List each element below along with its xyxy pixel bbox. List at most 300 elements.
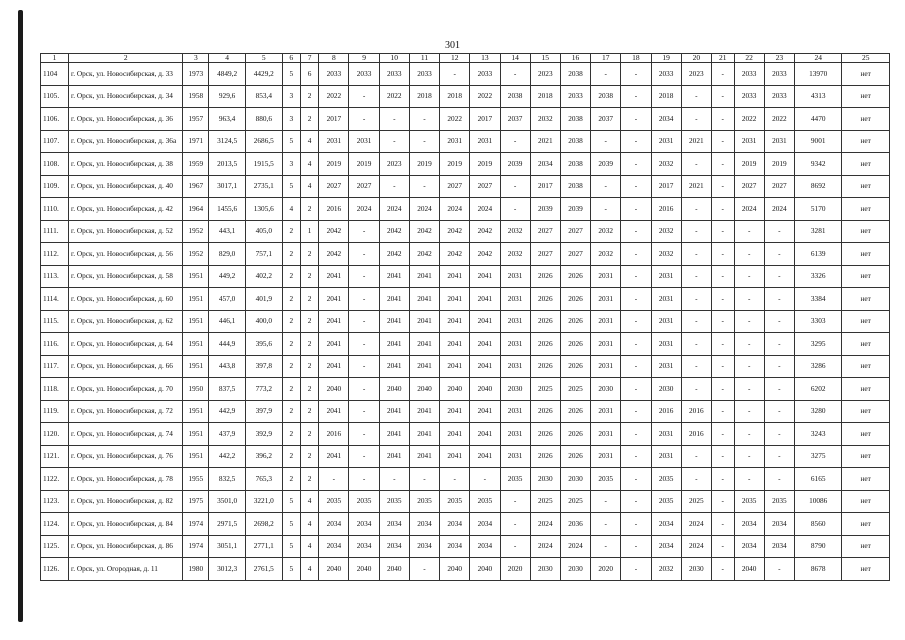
column-header: 10 bbox=[379, 54, 409, 63]
table-cell: 2032 bbox=[651, 558, 681, 581]
column-header: 25 bbox=[842, 54, 890, 63]
table-row bbox=[41, 198, 890, 221]
table-cell: - bbox=[734, 310, 764, 333]
table-cell: 1951 bbox=[183, 288, 209, 311]
table-cell: - bbox=[349, 468, 379, 491]
table-cell: 2040 bbox=[379, 378, 409, 401]
table-cell: 2026 bbox=[530, 265, 560, 288]
table-cell: 5 bbox=[282, 130, 300, 153]
table-cell: 1971 bbox=[183, 130, 209, 153]
table-cell: 2042 bbox=[319, 243, 349, 266]
table-cell: - bbox=[349, 378, 379, 401]
table-cell: 5 bbox=[282, 175, 300, 198]
table-cell: - bbox=[681, 220, 711, 243]
table-cell: 1957 bbox=[183, 108, 209, 131]
address-cell: г. Орск, ул. Новосибирская, д. 38 bbox=[69, 153, 183, 176]
table-cell: 2040 bbox=[319, 378, 349, 401]
column-header: 5 bbox=[245, 54, 282, 63]
table-cell: 2037 bbox=[500, 108, 530, 131]
table-cell: - bbox=[764, 558, 794, 581]
table-cell: 2030 bbox=[500, 378, 530, 401]
table-row bbox=[41, 490, 890, 513]
table-cell: - bbox=[621, 175, 651, 198]
table-cell: 2 bbox=[282, 333, 300, 356]
table-cell: 2022 bbox=[379, 85, 409, 108]
table-cell: 2041 bbox=[470, 400, 500, 423]
table-cell: 2 bbox=[300, 445, 318, 468]
table-cell: 765,3 bbox=[245, 468, 282, 491]
column-header: 7 bbox=[300, 54, 318, 63]
table-cell: 2041 bbox=[379, 265, 409, 288]
row-number-cell: 1115. bbox=[41, 310, 69, 333]
address-cell: г. Орск, ул. Новосибирская, д. 36 bbox=[69, 108, 183, 131]
table-cell: - bbox=[711, 153, 734, 176]
table-cell: нет bbox=[842, 288, 890, 311]
table-cell: - bbox=[711, 355, 734, 378]
table-cell: - bbox=[470, 468, 500, 491]
table-cell: - bbox=[409, 175, 439, 198]
table-cell: - bbox=[711, 423, 734, 446]
table-cell: 2035 bbox=[764, 490, 794, 513]
table-cell: 2022 bbox=[440, 108, 470, 131]
table-row bbox=[41, 63, 890, 86]
table-cell: 2039 bbox=[500, 153, 530, 176]
address-cell: г. Орск, ул. Новосибирская, д. 40 bbox=[69, 175, 183, 198]
table-cell: - bbox=[621, 63, 651, 86]
table-cell: 2024 bbox=[530, 513, 560, 536]
table-cell: 2042 bbox=[440, 220, 470, 243]
table-cell: 2 bbox=[300, 423, 318, 446]
table-cell: 2019 bbox=[470, 153, 500, 176]
table-cell: 2017 bbox=[470, 108, 500, 131]
table-cell: - bbox=[621, 468, 651, 491]
table-cell: - bbox=[621, 108, 651, 131]
table-cell: 2031 bbox=[500, 310, 530, 333]
table-cell: 2 bbox=[282, 265, 300, 288]
row-number-cell: 1105. bbox=[41, 85, 69, 108]
column-header: 6 bbox=[282, 54, 300, 63]
table-cell: - bbox=[591, 63, 621, 86]
table-cell: - bbox=[711, 513, 734, 536]
table-cell: 2031 bbox=[651, 288, 681, 311]
table-cell: 2971,5 bbox=[209, 513, 246, 536]
table-cell: 2040 bbox=[440, 558, 470, 581]
table-cell: 2041 bbox=[440, 423, 470, 446]
row-number-cell: 1112. bbox=[41, 243, 69, 266]
table-cell: - bbox=[621, 445, 651, 468]
table-cell: 2019 bbox=[319, 153, 349, 176]
table-cell: 10086 bbox=[794, 490, 841, 513]
table-cell: 2038 bbox=[500, 85, 530, 108]
table-cell: 2022 bbox=[734, 108, 764, 131]
table-cell: 2041 bbox=[409, 400, 439, 423]
table-cell: 4 bbox=[300, 490, 318, 513]
table-cell: нет bbox=[842, 423, 890, 446]
table-cell: 401,9 bbox=[245, 288, 282, 311]
table-cell: 2019 bbox=[440, 153, 470, 176]
table-cell: - bbox=[349, 288, 379, 311]
table-cell: - bbox=[591, 535, 621, 558]
table-cell: 2030 bbox=[651, 378, 681, 401]
row-number-cell: 1111. bbox=[41, 220, 69, 243]
table-cell: 2031 bbox=[349, 130, 379, 153]
table-cell: 2041 bbox=[470, 333, 500, 356]
table-cell: 4 bbox=[300, 558, 318, 581]
row-number-cell: 1106. bbox=[41, 108, 69, 131]
table-cell: - bbox=[681, 310, 711, 333]
table-cell: 13970 bbox=[794, 63, 841, 86]
table-cell: - bbox=[591, 130, 621, 153]
row-number-cell: 1104 bbox=[41, 63, 69, 86]
binding-edge-bar bbox=[18, 10, 23, 622]
table-cell: 3295 bbox=[794, 333, 841, 356]
table-cell: 2042 bbox=[379, 220, 409, 243]
table-cell: 442,2 bbox=[209, 445, 246, 468]
table-cell: 2041 bbox=[440, 355, 470, 378]
table-cell: - bbox=[621, 85, 651, 108]
row-number-cell: 1117. bbox=[41, 355, 69, 378]
table-cell: 2034 bbox=[319, 535, 349, 558]
address-cell: г. Орск, ул. Новосибирская, д. 58 bbox=[69, 265, 183, 288]
address-cell: г. Орск, ул. Новосибирская, д. 66 bbox=[69, 355, 183, 378]
table-cell: 2032 bbox=[651, 243, 681, 266]
table-cell: 2024 bbox=[681, 535, 711, 558]
table-cell: нет bbox=[842, 333, 890, 356]
table-cell: 2020 bbox=[500, 558, 530, 581]
table-cell: 2026 bbox=[530, 355, 560, 378]
table-cell: 2035 bbox=[440, 490, 470, 513]
column-header: 22 bbox=[734, 54, 764, 63]
table-cell: 2041 bbox=[470, 355, 500, 378]
table-cell: 2 bbox=[300, 265, 318, 288]
table-cell: 3124,5 bbox=[209, 130, 246, 153]
table-cell: 2016 bbox=[681, 423, 711, 446]
table-cell: 2 bbox=[282, 378, 300, 401]
table-cell: 2040 bbox=[440, 378, 470, 401]
table-cell: 2027 bbox=[470, 175, 500, 198]
table-cell: 2033 bbox=[319, 63, 349, 86]
table-cell: 2034 bbox=[470, 513, 500, 536]
table-cell: 1951 bbox=[183, 310, 209, 333]
table-cell: 5 bbox=[282, 535, 300, 558]
table-cell: 2033 bbox=[764, 63, 794, 86]
table-cell: 2 bbox=[300, 198, 318, 221]
table-cell: - bbox=[711, 198, 734, 221]
table-cell: 1455,6 bbox=[209, 198, 246, 221]
table-cell: нет bbox=[842, 535, 890, 558]
table-cell: 2035 bbox=[409, 490, 439, 513]
table-cell: 2041 bbox=[440, 400, 470, 423]
table-cell: 2041 bbox=[379, 288, 409, 311]
table-row bbox=[41, 153, 890, 176]
row-number-cell: 1116. bbox=[41, 333, 69, 356]
table-cell: - bbox=[621, 355, 651, 378]
table-cell: 2 bbox=[282, 423, 300, 446]
table-cell: 2 bbox=[300, 468, 318, 491]
table-cell: 2038 bbox=[591, 85, 621, 108]
table-cell: 2031 bbox=[591, 423, 621, 446]
table-cell: 2018 bbox=[651, 85, 681, 108]
table-cell: нет bbox=[842, 445, 890, 468]
table-cell: 2020 bbox=[591, 558, 621, 581]
table-cell: 2026 bbox=[560, 445, 590, 468]
table-cell: - bbox=[621, 400, 651, 423]
table-cell: 2033 bbox=[764, 85, 794, 108]
table-cell: - bbox=[681, 198, 711, 221]
table-cell: - bbox=[621, 378, 651, 401]
address-cell: г. Орск, ул. Новосибирская, д. 56 bbox=[69, 243, 183, 266]
table-cell: 6165 bbox=[794, 468, 841, 491]
table-cell: - bbox=[349, 333, 379, 356]
table-cell: - bbox=[734, 445, 764, 468]
table-cell: - bbox=[349, 310, 379, 333]
table-cell: 3275 bbox=[794, 445, 841, 468]
table-cell: нет bbox=[842, 63, 890, 86]
table-cell: 2026 bbox=[560, 423, 590, 446]
column-header: 20 bbox=[681, 54, 711, 63]
table-cell: - bbox=[500, 490, 530, 513]
table-cell: - bbox=[591, 175, 621, 198]
table-cell: 2031 bbox=[591, 333, 621, 356]
table-cell: 1951 bbox=[183, 423, 209, 446]
table-cell: 2035 bbox=[651, 490, 681, 513]
table-cell: 2017 bbox=[530, 175, 560, 198]
table-cell: 8678 bbox=[794, 558, 841, 581]
table-cell: 2040 bbox=[470, 558, 500, 581]
table-cell: 3280 bbox=[794, 400, 841, 423]
table-cell: - bbox=[379, 130, 409, 153]
row-number-cell: 1122. bbox=[41, 468, 69, 491]
table-cell: - bbox=[621, 220, 651, 243]
column-header: 17 bbox=[591, 54, 621, 63]
table-row bbox=[41, 355, 890, 378]
table-cell: 2026 bbox=[530, 423, 560, 446]
table-cell: 1 bbox=[300, 220, 318, 243]
table-cell: 2026 bbox=[530, 400, 560, 423]
table-cell: 2031 bbox=[500, 400, 530, 423]
row-number-cell: 1126. bbox=[41, 558, 69, 581]
table-cell: 2039 bbox=[591, 153, 621, 176]
table-cell: 2761,5 bbox=[245, 558, 282, 581]
table-cell: 2686,5 bbox=[245, 130, 282, 153]
table-cell: 2033 bbox=[734, 63, 764, 86]
table-cell: 2016 bbox=[319, 423, 349, 446]
address-cell: г. Орск, ул. Новосибирская, д. 42 bbox=[69, 198, 183, 221]
table-cell: 2033 bbox=[379, 63, 409, 86]
table-cell: 1951 bbox=[183, 400, 209, 423]
table-cell: 2032 bbox=[500, 243, 530, 266]
table-cell: 2024 bbox=[681, 513, 711, 536]
table-cell: 2026 bbox=[530, 445, 560, 468]
table-cell: 2034 bbox=[651, 108, 681, 131]
table-cell: 2030 bbox=[681, 558, 711, 581]
table-cell: 1980 bbox=[183, 558, 209, 581]
column-header: 19 bbox=[651, 54, 681, 63]
table-cell: 2019 bbox=[734, 153, 764, 176]
table-cell: 2031 bbox=[319, 130, 349, 153]
table-cell: 2031 bbox=[651, 130, 681, 153]
table-cell: - bbox=[764, 243, 794, 266]
table-cell: 8692 bbox=[794, 175, 841, 198]
table-cell: - bbox=[681, 153, 711, 176]
table-row bbox=[41, 423, 890, 446]
table-cell: 837,5 bbox=[209, 378, 246, 401]
table-cell: 963,4 bbox=[209, 108, 246, 131]
table-cell: 2 bbox=[282, 310, 300, 333]
table-cell: 2 bbox=[282, 355, 300, 378]
table-cell: 2041 bbox=[409, 355, 439, 378]
table-cell: 2024 bbox=[560, 535, 590, 558]
table-cell: 2033 bbox=[349, 63, 379, 86]
table-cell: нет bbox=[842, 130, 890, 153]
table-row bbox=[41, 445, 890, 468]
table-cell: 3281 bbox=[794, 220, 841, 243]
table-cell: 3012,3 bbox=[209, 558, 246, 581]
table-cell: 2041 bbox=[319, 265, 349, 288]
table-cell: 2039 bbox=[560, 198, 590, 221]
table-cell: 2030 bbox=[591, 378, 621, 401]
table-cell: - bbox=[711, 490, 734, 513]
table-cell: - bbox=[500, 175, 530, 198]
table-cell: 2027 bbox=[530, 220, 560, 243]
table-cell: 2013,5 bbox=[209, 153, 246, 176]
table-cell: нет bbox=[842, 378, 890, 401]
table-cell: - bbox=[711, 310, 734, 333]
table-cell: - bbox=[409, 108, 439, 131]
table-cell: 2027 bbox=[560, 220, 590, 243]
table-cell: 2698,2 bbox=[245, 513, 282, 536]
table-cell: 2027 bbox=[319, 175, 349, 198]
table-cell: 2031 bbox=[651, 333, 681, 356]
table-cell: 9001 bbox=[794, 130, 841, 153]
table-cell: 929,6 bbox=[209, 85, 246, 108]
table-cell: - bbox=[711, 85, 734, 108]
table-cell: - bbox=[621, 130, 651, 153]
table-cell: - bbox=[734, 355, 764, 378]
table-cell: - bbox=[711, 265, 734, 288]
table-cell: 2041 bbox=[409, 310, 439, 333]
table-row bbox=[41, 535, 890, 558]
table-cell: 2033 bbox=[651, 63, 681, 86]
table-cell: - bbox=[591, 490, 621, 513]
table-cell: 2026 bbox=[560, 400, 590, 423]
table-cell: 2034 bbox=[734, 513, 764, 536]
table-cell: - bbox=[711, 220, 734, 243]
table-cell: 2041 bbox=[470, 288, 500, 311]
table-cell: 2031 bbox=[651, 423, 681, 446]
table-cell: 2031 bbox=[500, 445, 530, 468]
table-cell: 2034 bbox=[440, 535, 470, 558]
table-cell: - bbox=[621, 288, 651, 311]
row-number-cell: 1119. bbox=[41, 400, 69, 423]
table-cell: 2040 bbox=[734, 558, 764, 581]
table-cell: - bbox=[409, 558, 439, 581]
table-row bbox=[41, 513, 890, 536]
table-cell: - bbox=[349, 243, 379, 266]
table-cell: - bbox=[764, 333, 794, 356]
table-cell: 2027 bbox=[349, 175, 379, 198]
table-row bbox=[41, 130, 890, 153]
table-cell: нет bbox=[842, 490, 890, 513]
table-cell: 2042 bbox=[470, 243, 500, 266]
table-cell: 2038 bbox=[560, 108, 590, 131]
table-cell: 2041 bbox=[319, 310, 349, 333]
table-cell: 2025 bbox=[530, 378, 560, 401]
column-header: 21 bbox=[711, 54, 734, 63]
table-cell: - bbox=[711, 130, 734, 153]
table-row bbox=[41, 400, 890, 423]
table-cell: 2030 bbox=[530, 558, 560, 581]
table-cell: 2038 bbox=[560, 63, 590, 86]
table-cell: 8560 bbox=[794, 513, 841, 536]
table-cell: 1951 bbox=[183, 265, 209, 288]
table-row bbox=[41, 243, 890, 266]
table-cell: 2026 bbox=[560, 310, 590, 333]
table-cell: 1955 bbox=[183, 468, 209, 491]
table-cell: - bbox=[681, 243, 711, 266]
table-cell: - bbox=[734, 468, 764, 491]
table-cell: нет bbox=[842, 558, 890, 581]
table-cell: 395,6 bbox=[245, 333, 282, 356]
table-cell: 4 bbox=[300, 513, 318, 536]
table-cell: 2034 bbox=[349, 535, 379, 558]
table-cell: 2034 bbox=[734, 535, 764, 558]
table-cell: 1974 bbox=[183, 535, 209, 558]
table-cell: 2038 bbox=[560, 153, 590, 176]
table-cell: 2039 bbox=[530, 198, 560, 221]
column-header: 11 bbox=[409, 54, 439, 63]
table-cell: 2034 bbox=[764, 535, 794, 558]
table-cell: 2031 bbox=[440, 130, 470, 153]
table-cell: 1964 bbox=[183, 198, 209, 221]
table-cell: 2041 bbox=[470, 423, 500, 446]
table-cell: 2026 bbox=[560, 333, 590, 356]
table-cell: 8790 bbox=[794, 535, 841, 558]
table-cell: 2016 bbox=[651, 400, 681, 423]
table-cell: 2034 bbox=[651, 513, 681, 536]
table-cell: 2042 bbox=[319, 220, 349, 243]
table-cell: 2 bbox=[300, 378, 318, 401]
table-cell: 773,2 bbox=[245, 378, 282, 401]
table-cell: 2041 bbox=[440, 265, 470, 288]
column-header: 23 bbox=[764, 54, 794, 63]
table-cell: 4429,2 bbox=[245, 63, 282, 86]
table-cell: - bbox=[734, 220, 764, 243]
table-cell: 2032 bbox=[651, 153, 681, 176]
table-cell: 2026 bbox=[560, 355, 590, 378]
table-cell: 2034 bbox=[409, 535, 439, 558]
table-cell: - bbox=[681, 108, 711, 131]
table-cell: 757,1 bbox=[245, 243, 282, 266]
table-cell: 2041 bbox=[379, 333, 409, 356]
table-cell: 2031 bbox=[470, 130, 500, 153]
table-cell: - bbox=[440, 63, 470, 86]
table-cell: 832,5 bbox=[209, 468, 246, 491]
address-cell: г. Орск, ул. Новосибирская, д. 76 bbox=[69, 445, 183, 468]
table-cell: 3326 bbox=[794, 265, 841, 288]
column-header: 12 bbox=[440, 54, 470, 63]
table-cell: 2040 bbox=[379, 558, 409, 581]
table-cell: - bbox=[621, 535, 651, 558]
table-row bbox=[41, 108, 890, 131]
table-row bbox=[41, 85, 890, 108]
table-cell: 2031 bbox=[651, 445, 681, 468]
table-cell: 2 bbox=[300, 108, 318, 131]
table-cell: - bbox=[349, 108, 379, 131]
table-cell: 2030 bbox=[530, 468, 560, 491]
table-cell: 2041 bbox=[409, 265, 439, 288]
table-cell: 3286 bbox=[794, 355, 841, 378]
